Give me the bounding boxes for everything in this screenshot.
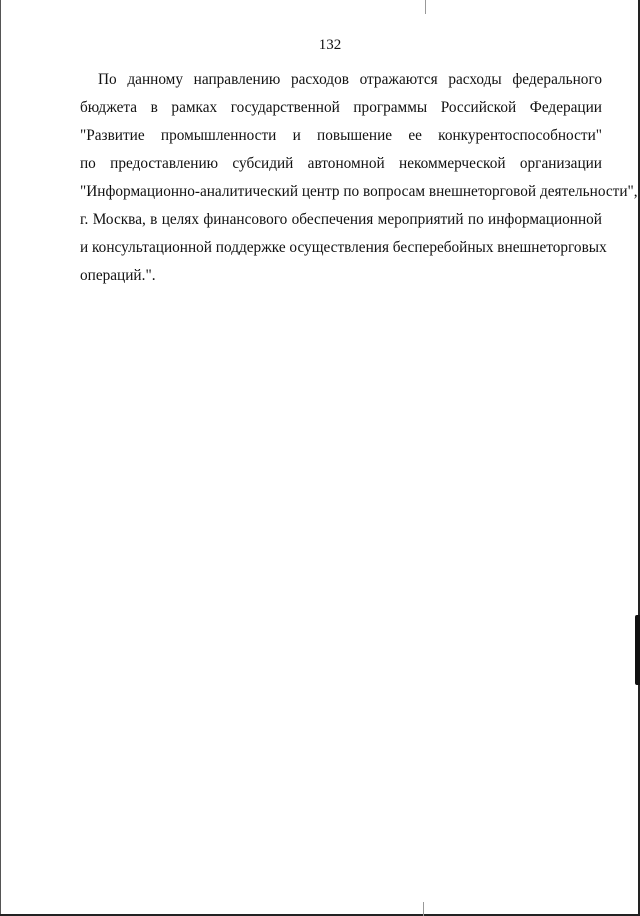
- paragraph-line: бюджета в рамках государственной программы Российской Федерации: [80, 99, 602, 116]
- paragraph-line: по предоставлению субсидий автономной некоммерческой организации: [80, 155, 602, 172]
- scan-artifact-tick-bottom: [423, 902, 424, 916]
- paragraph-line: г. Москва, в целях финансового обеспечения мероприятий по информационной: [80, 211, 602, 228]
- paragraph-line: По данному направлению расходов отражаются расходы федерального: [98, 71, 602, 88]
- page-number: 132: [318, 37, 342, 53]
- paragraph-line: "Развитие промышленности и повышение ее конкурентоспособности": [80, 127, 602, 144]
- paragraph-line: "Информационно-аналитический центр по вопросам внешнеторговой деятельности",: [80, 183, 638, 200]
- paragraph: [80, 66, 638, 290]
- scan-artifact-mark: [635, 615, 640, 685]
- scan-edge-left: [0, 0, 1, 916]
- paragraph-line: и консультационной поддержке осуществления бесперебойных внешнеторговых: [80, 239, 607, 256]
- scan-artifact-tick: [425, 0, 426, 14]
- paragraph-line: операций.".: [80, 267, 156, 284]
